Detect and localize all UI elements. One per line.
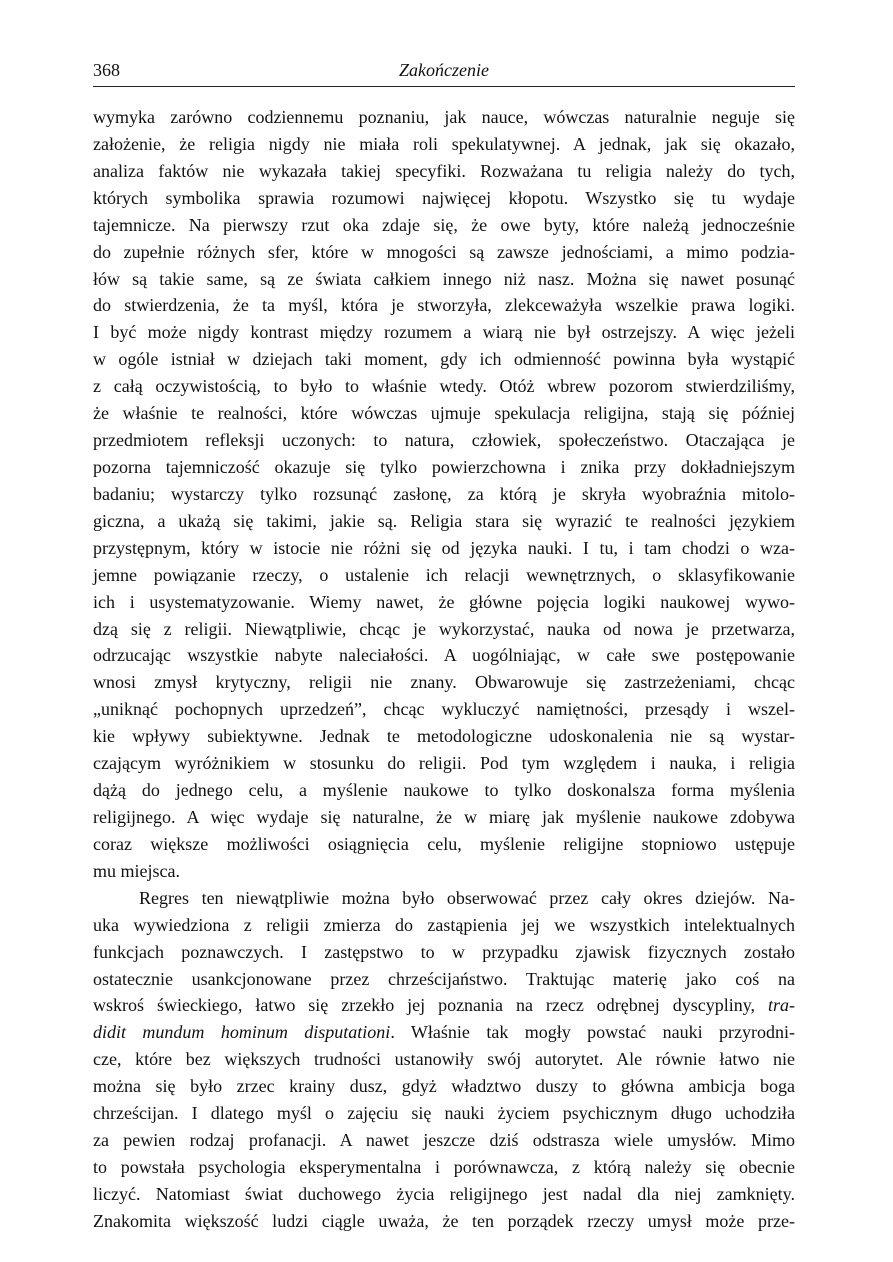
text-segment: chrześcijan. I dlatego myśl o zajęciu się nauki życiem psychicznym długo uchodziła [93, 1103, 795, 1124]
text-segment: do zupełnie różnych sfer, które w mnogości są zawsze jednościami, a mimo podzia- [93, 241, 795, 262]
text-line [93, 1046, 795, 1073]
text-segment: odrzucając wszystkie nabyte naleciałości. A uogólniając, w całe swe postępowanie [93, 645, 795, 666]
text-line [93, 616, 795, 643]
text-segment: badaniu; wystarczy tylko rozsunąć zasłonę, za którą je skryła wyobraźnia mitolo- [93, 483, 795, 504]
text-line [93, 750, 795, 777]
running-title: Zakończenie [399, 60, 489, 80]
text-segment: których symbolika sprawia rozumowi najwięcej kłopotu. Wszystko się tu wydaje [93, 187, 795, 208]
text-line [93, 669, 795, 696]
text-segment: funkcjach poznawczych. I zastępstwo to w przypadku zjawisk fizycznych zostało [93, 941, 795, 962]
text-line [93, 185, 795, 212]
text-segment: . Właśnie tak mogły powstać nauki przyrodni- [390, 1022, 795, 1043]
text-segment: to powstała psychologia eksperymentalna i porównawcza, z którą należy się obecnie [93, 1156, 795, 1177]
text-segment: Regres ten niewątpliwie można było obserwować przez cały okres dziejów. Na- [139, 887, 795, 908]
text-segment: do stwierdzenia, że ta myśl, która je stworzyła, zlekceważyła wszelkie prawa logiki. [93, 295, 795, 316]
text-segment: ostatecznie usankcjonowane przez chrześcijaństwo. Traktując materię jako coś na [93, 968, 795, 989]
text-line [93, 266, 795, 293]
text-segment: kie wpływy subiektywne. Jednak te metodologiczne udoskonalenia nie są wystar- [93, 726, 795, 747]
text-line [93, 939, 795, 966]
text-segment: przedmiotem refleksji uczonych: to natura, człowiek, społeczeństwo. Otaczająca je [93, 430, 795, 451]
text-segment: jemne powiązanie rzeczy, o ustalenie ich relacji wewnętrznych, o sklasyfikowanie [93, 564, 795, 585]
text-line [93, 858, 795, 885]
text-line [93, 1019, 795, 1046]
text-line [93, 992, 795, 1019]
text-line [93, 804, 795, 831]
text-line [93, 104, 795, 131]
text-line [93, 642, 795, 669]
text-segment: wskroś świeckiego, łatwo się zrzekło jej poznania na rzecz odrębnej dyscypliny, [93, 995, 768, 1016]
italic-text: didit mundum hominum disputationi [93, 1022, 391, 1043]
text-line [93, 319, 795, 346]
text-line [93, 1208, 795, 1235]
text-segment: cze, które bez większych trudności ustanowiły swój autorytet. Ale równie łatwo nie [93, 1049, 795, 1070]
text-segment: analiza faktów nie wykazała takiej specyfiki. Rozważana tu religia należy do tych, [93, 160, 795, 181]
text-line [93, 831, 795, 858]
text-segment: „uniknąć pochopnych uprzedzeń”, chcąc wykluczyć namiętności, przesądy i wszel- [93, 699, 795, 720]
text-line [93, 131, 795, 158]
text-segment: Znakomita większość ludzi ciągle uważa, że ten porządek rzeczy umysł może prze- [93, 1210, 795, 1231]
text-segment: liczyć. Natomiast świat duchowego życia religijnego jest nadal dla niej zamknięty. [93, 1183, 795, 1204]
text-segment: ich i usystematyzowanie. Wiemy nawet, że główne pojęcia logiki naukowej wywo- [93, 591, 795, 612]
text-line [93, 1154, 795, 1181]
text-segment: przystępnym, który w istocie nie różni się od języka nauki. I tu, i tam chodzi o wza- [93, 537, 795, 558]
text-segment: że właśnie te realności, które wówczas ujmuje spekulacja religijna, stają się później [93, 403, 795, 424]
text-line [93, 696, 795, 723]
text-line [93, 885, 795, 912]
text-segment: giczna, a ukażą się takimi, jakie są. Religia stara się wyrazić te realności językiem [93, 510, 795, 531]
text-line [93, 481, 795, 508]
text-segment: czającym wyróżnikiem w stosunku do religii. Pod tym względem i nauka, i religia [93, 753, 795, 774]
text-segment: wnosi zmysł krytyczny, religii nie znany. Obwarowuje się zastrzeżeniami, chcąc [93, 672, 795, 693]
text-line [93, 1073, 795, 1100]
text-line [93, 777, 795, 804]
text-line [93, 912, 795, 939]
text-segment: z całą oczywistością, to było to właśnie wtedy. Otóż wbrew pozorom stwierdziliśmy, [93, 376, 795, 397]
text-line [93, 346, 795, 373]
text-line [93, 1100, 795, 1127]
text-segment: mu miejsca. [93, 860, 180, 881]
text-line [93, 454, 795, 481]
text-segment: w ogóle istniał w dziejach taki moment, gdy ich odmienność powinna była wystąpić [93, 349, 795, 370]
page-header [93, 60, 795, 87]
text-line [93, 400, 795, 427]
text-segment: uka wywiedziona z religii zmierza do zastąpienia jej we wszystkich intelektualnych [93, 914, 795, 935]
text-segment: wymyka zarówno codziennemu poznaniu, jak nauce, wówczas naturalnie neguje się [93, 107, 795, 127]
text-line [93, 427, 795, 454]
text-line [93, 966, 795, 993]
text-line [93, 1181, 795, 1208]
text-line [93, 1127, 795, 1154]
text-segment: I być może nigdy kontrast między rozumem a wiarą nie był ostrzejszy. A więc jeżeli [93, 322, 795, 343]
text-segment: coraz większe możliwości osiągnięcia celu, myślenie religijne stopniowo ustępuje [93, 833, 795, 854]
text-segment: założenie, że religia nigdy nie miała roli spekulatywnej. A jednak, jak się okazało, [93, 133, 795, 154]
text-segment: za pewien rodzaj profanacji. A nawet jeszcze dziś odstrasza wiele umysłów. Mimo [93, 1130, 795, 1151]
text-line [93, 292, 795, 319]
text-segment: religijnego. A więc wydaje się naturalne, że w miarę jak myślenie naukowe zdobywa [93, 806, 795, 827]
text-line [93, 562, 795, 589]
text-line [93, 723, 795, 750]
text-segment: można się było zrzec krainy dusz, gdyż władztwo duszy to główna ambicja boga [93, 1076, 795, 1097]
text-line [93, 373, 795, 400]
text-segment: dzą się z religii. Niewątpliwie, chcąc je wykorzystać, nauka od nowa je przetwarza, [93, 618, 795, 639]
page-number: 368 [93, 60, 120, 80]
body-text [93, 104, 795, 1235]
text-line [93, 508, 795, 535]
text-line [93, 535, 795, 562]
text-segment: dążą do jednego celu, a myślenie naukowe to tylko doskonalsza forma myślenia [93, 780, 795, 801]
text-line [93, 158, 795, 185]
text-line [93, 589, 795, 616]
text-line [93, 239, 795, 266]
text-segment: tajemnicze. Na pierwszy rzut oka zdaje się, że owe byty, które należą jednocześnie [93, 214, 795, 235]
text-segment: pozorna tajemniczość okazuje się tylko powierzchowna i znika przy dokładniejszym [93, 456, 795, 477]
text-segment: łów są takie same, są ze świata całkiem innego niż nasz. Można się nawet posunąć [93, 268, 795, 289]
italic-text: tra- [768, 995, 795, 1016]
text-line [93, 212, 795, 239]
